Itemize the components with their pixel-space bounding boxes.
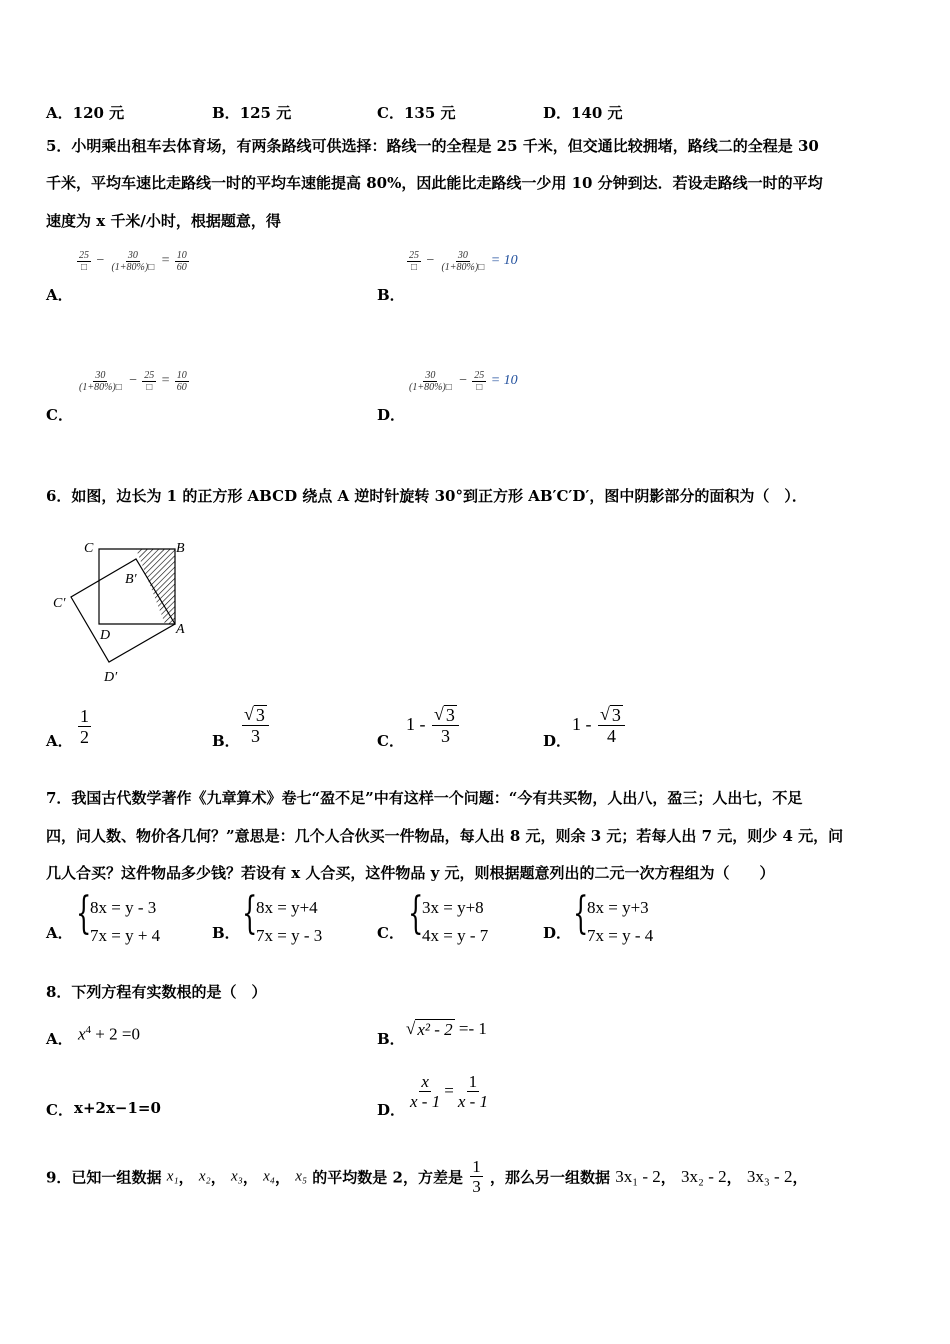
q5-d-minus: − — [458, 372, 468, 388]
q9-expr-3: 3x₃ - 2 — [746, 1167, 793, 1187]
q9-variance-fraction — [470, 1158, 483, 1196]
q9-mid: 的平均数是 2，方差是 — [312, 1168, 463, 1187]
q4-option-d — [543, 102, 623, 123]
q6-label-d-prime: D′ — [104, 670, 118, 685]
q4-option-b-label: B． — [212, 104, 240, 122]
q8-a-rest: + 2 =0 — [91, 1024, 140, 1044]
q6-option-b-value: √ 3 3 — [240, 705, 271, 747]
q9-expr-2: 3x₂ - 2 — [681, 1167, 727, 1187]
q8-option-c-value: x+2x−1=0 — [74, 1099, 161, 1117]
q6-rotated-square-figure — [48, 535, 198, 685]
q5-d-num30: 30 — [425, 370, 436, 381]
q4-option-c-label: C． — [377, 104, 404, 122]
q9-var-3: x₃ — [230, 1168, 243, 1185]
q6-b-den: 3 — [250, 725, 260, 746]
q5-line-3: 速度为 x 千米/小时，根据题意，得 — [46, 212, 281, 230]
q8-option-d-value: $\frac{x}{x - 1}$ = $\frac{1}{x - 1}$ — [410, 1072, 489, 1111]
q7-option-a-label: A． — [46, 924, 73, 942]
q5-b-den30: (1+80%)□ — [441, 262, 485, 273]
q6-label-d: D — [100, 628, 111, 643]
q8-a-base: x — [78, 1024, 86, 1044]
q8-option-b-label: B． — [377, 1030, 405, 1048]
q7-d-eq2: 7x = y - 4 — [587, 926, 654, 945]
q7-option-c-system: { 3x = y+8 4x = y - 7 — [408, 894, 488, 950]
q5-line-2: 千米，平均车速比走路线一时的平均车速能提高 80%，因此能比走路线一少用 10 分钟到达．若设走路线一时的平均 — [46, 174, 823, 192]
q9-sep-5: ， — [660, 1168, 676, 1187]
q8-d-num1: x — [421, 1072, 429, 1091]
q8-b-rest: =- 1 — [454, 1019, 487, 1038]
q9-suffix: ，那么另一组数据 — [489, 1168, 610, 1187]
q5-c-num25: 25 — [144, 370, 155, 381]
q9-var-1: x₁ — [166, 1168, 179, 1185]
q5-b-box: □ — [410, 262, 418, 273]
q9-var-2: x₂ — [198, 1168, 211, 1185]
q8-option-c-label: C． — [46, 1101, 73, 1119]
q6-label-b: B — [176, 541, 185, 556]
q7-line-3: 几人合买？这件物品多少钱？若设有 x 人合买，这件物品 y 元，则根据题意列出的二元一次方程组为（ ） — [46, 864, 775, 882]
q5-a-num25: 25 — [79, 250, 89, 261]
q7-option-d-system: { 8x = y+3 7x = y - 4 — [573, 894, 653, 950]
q5-option-a-equation — [75, 250, 191, 273]
q7-b-eq2: 7x = y - 3 — [256, 926, 323, 945]
q5-a-r-den: 60 — [176, 262, 187, 273]
q5-b-result: = 10 — [490, 252, 518, 268]
q6-d-sqrt: 3 — [611, 705, 621, 725]
q8-stem: 8．下列方程有实数根的是（ ） — [46, 983, 267, 1001]
q6-option-c-value: 1 - √ 3 3 — [406, 705, 461, 747]
q5-a-minus: − — [95, 252, 105, 268]
q9-prefix: 9．已知一组数据 — [46, 1168, 162, 1187]
q5-d-den30: (1+80%)□ — [409, 382, 452, 393]
q6-label-c-prime: C′ — [53, 596, 66, 611]
q7-a-eq2: 7x = y + 4 — [90, 926, 161, 945]
q8-d-num2: 1 — [468, 1072, 478, 1091]
q9-f-den: 3 — [472, 1176, 481, 1196]
q8-option-a-label: A． — [46, 1030, 73, 1048]
q9-f-num: 1 — [472, 1157, 481, 1176]
q5-d-num25: 25 — [474, 370, 485, 381]
q5-a-num30: 30 — [127, 250, 138, 261]
q9-sep-6: ， — [726, 1168, 742, 1187]
q6-d-den: 4 — [606, 725, 616, 746]
q5-option-a-label: A． — [46, 286, 73, 304]
q5-a-box: □ — [80, 262, 88, 273]
q9-expr-1: 3x₁ - 2 — [615, 1167, 661, 1187]
q9-var-4: x₄ — [263, 1168, 275, 1185]
q6-c-den: 3 — [440, 725, 450, 746]
q9-sep-2: ， — [210, 1168, 226, 1187]
q5-option-c-label: C． — [46, 406, 73, 424]
q5-c-r-den: 60 — [176, 382, 187, 393]
q5-option-b-label: B． — [377, 286, 405, 304]
q5-c-num30: 30 — [95, 370, 106, 381]
q8-a-exp: 4 — [85, 1024, 92, 1036]
q5-b-num25: 25 — [409, 250, 419, 261]
q4-option-a — [46, 102, 124, 123]
q5-b-num30: 30 — [457, 250, 468, 261]
q7-c-eq2: 4x = y - 7 — [422, 926, 489, 945]
q9-sep-7: ， — [792, 1168, 808, 1187]
q6-c-sqrt: 3 — [445, 705, 455, 725]
q4-option-a-label: A． — [46, 104, 73, 122]
q5-option-d-equation — [405, 370, 518, 393]
q5-d-result: = 10 — [490, 372, 518, 388]
q7-line-2: 四，问人数、物价各几何？”意思是：几个人合伙买一件物品，每人出 8 元，则余 3 元；若每人出 7 元，则少 4 元，问 — [46, 827, 844, 845]
q7-option-b-system: { 8x = y+4 7x = y - 3 — [242, 894, 322, 950]
q5-b-minus: − — [425, 252, 435, 268]
q9-sep-1: ， — [178, 1168, 194, 1187]
q4-option-b — [212, 102, 291, 123]
q5-option-c-equation — [75, 370, 191, 393]
q6-b-sqrt: 3 — [255, 705, 265, 725]
q7-c-eq1: 3x = y+8 — [422, 898, 484, 917]
q7-a-eq1: 8x = y - 3 — [90, 898, 157, 917]
q5-c-box: □ — [146, 382, 153, 393]
q6-d-one-minus: 1 - — [572, 713, 592, 734]
q6-option-c-label: C． — [377, 732, 404, 750]
q4-option-c — [377, 102, 456, 123]
q6-c-one-minus: 1 - — [406, 713, 426, 734]
q5-option-d-label: D． — [377, 406, 406, 424]
q9-sep-4: ， — [274, 1168, 290, 1187]
q7-line-1: 7．我国古代数学著作《九章算术》卷七“盈不足”中有这样一个问题：“今有共买物，人出八，盈三；人出七，不足 — [46, 789, 803, 807]
q4-option-d-text: 140 元 — [571, 104, 623, 122]
q6-label-a: A — [176, 622, 185, 637]
q6-option-d-value: 1 - √ 3 4 — [572, 705, 627, 747]
q8-option-a-value — [78, 1024, 140, 1045]
q4-option-c-text: 135 元 — [403, 104, 456, 122]
q5-a-den30: (1+80%)□ — [111, 262, 155, 273]
q7-option-b-label: B． — [212, 924, 240, 942]
q5-a-r-num: 10 — [176, 250, 187, 261]
q8-option-d-label: D． — [377, 1101, 406, 1119]
q7-option-c-label: C． — [377, 924, 404, 942]
q7-d-eq1: 8x = y+3 — [587, 898, 649, 917]
q5-c-r-num: 10 — [176, 370, 187, 381]
q7-option-d-label: D． — [543, 924, 572, 942]
q6-option-a-label: A． — [46, 732, 73, 750]
q5-d-box: □ — [476, 382, 483, 393]
q7-b-eq1: 8x = y+4 — [256, 898, 318, 917]
q8-option-b-value: √ x² - 2 =- 1 — [406, 1019, 487, 1039]
q6-stem: 6．如图，边长为 1 的正方形 ABCD 绕点 A 逆时针旋转 30°到正方形 AB′C′D′，图中阴影部分的面积为（ ）． — [46, 487, 807, 505]
q8-b-rad: x² - 2 — [417, 1020, 453, 1039]
q5-a-eq: = — [160, 252, 171, 268]
question-9 — [46, 1158, 807, 1196]
q8-d-den1: x - 1 — [410, 1091, 441, 1111]
q6-a-den: 2 — [80, 726, 89, 747]
q5-line-1: 5．小明乘出租车去体育场，有两条路线可供选择：路线一的全程是 25 千米，但交通比较拥堵，路线二的全程是 30 — [46, 137, 819, 155]
q8-d-den2: x - 1 — [457, 1091, 489, 1111]
q5-c-den30: (1+80%)□ — [79, 382, 122, 393]
q9-var-5: x₅ — [295, 1168, 308, 1185]
q4-option-a-text: 120 元 — [72, 104, 125, 122]
q5-c-minus: − — [128, 372, 138, 388]
q6-option-d-label: D． — [543, 732, 572, 750]
q4-option-d-label: D． — [543, 104, 572, 122]
q6-label-c: C — [84, 541, 94, 556]
q6-option-b-label: B． — [212, 732, 240, 750]
q4-option-b-text: 125 元 — [239, 104, 292, 122]
q6-option-a-value — [76, 707, 93, 748]
q9-sep-3: ， — [242, 1168, 258, 1187]
q6-a-num: 1 — [80, 706, 89, 726]
q6-label-b-prime: B′ — [125, 572, 137, 587]
q5-c-eq: = — [160, 372, 171, 388]
q5-option-b-equation — [405, 250, 518, 273]
q7-option-a-system: { 8x = y - 3 7x = y + 4 — [76, 894, 160, 950]
